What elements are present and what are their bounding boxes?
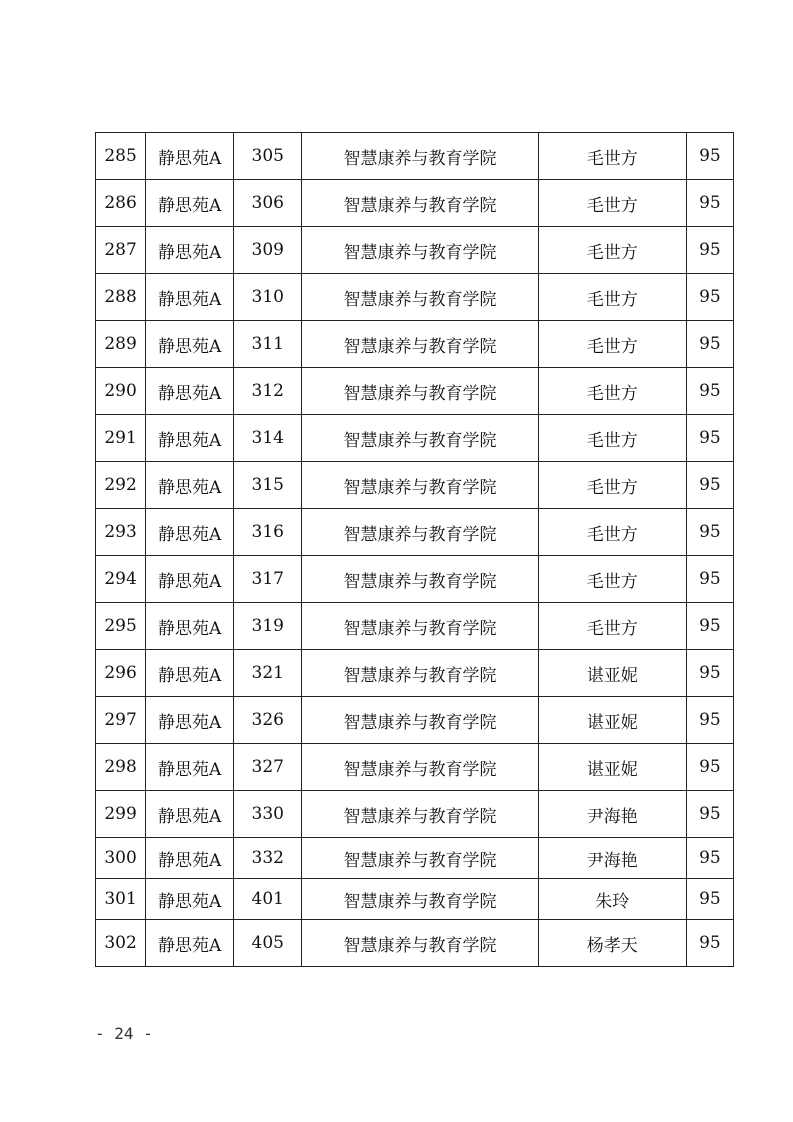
score-cell: 95 bbox=[686, 133, 733, 180]
row-number-cell: 297 bbox=[96, 697, 146, 744]
table-row bbox=[96, 509, 734, 556]
room-cell: 321 bbox=[234, 650, 302, 697]
score-cell: 95 bbox=[686, 321, 733, 368]
college-cell: 智慧康养与教育学院 bbox=[302, 462, 538, 509]
building-cell: 静思苑A bbox=[146, 133, 234, 180]
room-cell: 405 bbox=[234, 920, 302, 967]
dormitory-table bbox=[95, 132, 734, 967]
page-number: - 24 - bbox=[95, 1024, 153, 1043]
building-cell: 静思苑A bbox=[146, 274, 234, 321]
name-cell: 谌亚妮 bbox=[538, 744, 686, 791]
room-cell: 332 bbox=[234, 838, 302, 879]
score-cell: 95 bbox=[686, 180, 733, 227]
row-number-cell: 298 bbox=[96, 744, 146, 791]
table-row bbox=[96, 650, 734, 697]
table-row bbox=[96, 697, 734, 744]
score-cell: 95 bbox=[686, 368, 733, 415]
row-number-cell: 287 bbox=[96, 227, 146, 274]
table-row bbox=[96, 920, 734, 967]
row-number-cell: 285 bbox=[96, 133, 146, 180]
college-cell: 智慧康养与教育学院 bbox=[302, 744, 538, 791]
college-cell: 智慧康养与教育学院 bbox=[302, 180, 538, 227]
score-cell: 95 bbox=[686, 227, 733, 274]
table-row bbox=[96, 321, 734, 368]
score-cell: 95 bbox=[686, 415, 733, 462]
row-number-cell: 289 bbox=[96, 321, 146, 368]
college-cell: 智慧康养与教育学院 bbox=[302, 920, 538, 967]
college-cell: 智慧康养与教育学院 bbox=[302, 321, 538, 368]
building-cell: 静思苑A bbox=[146, 509, 234, 556]
row-number-cell: 290 bbox=[96, 368, 146, 415]
table-row bbox=[96, 274, 734, 321]
row-number-cell: 292 bbox=[96, 462, 146, 509]
score-cell: 95 bbox=[686, 838, 733, 879]
name-cell: 毛世方 bbox=[538, 274, 686, 321]
building-cell: 静思苑A bbox=[146, 462, 234, 509]
name-cell: 毛世方 bbox=[538, 368, 686, 415]
name-cell: 毛世方 bbox=[538, 415, 686, 462]
table-row bbox=[96, 180, 734, 227]
room-cell: 311 bbox=[234, 321, 302, 368]
room-cell: 310 bbox=[234, 274, 302, 321]
row-number-cell: 291 bbox=[96, 415, 146, 462]
name-cell: 毛世方 bbox=[538, 227, 686, 274]
college-cell: 智慧康养与教育学院 bbox=[302, 697, 538, 744]
room-cell: 305 bbox=[234, 133, 302, 180]
table-row bbox=[96, 603, 734, 650]
name-cell: 朱玲 bbox=[538, 879, 686, 920]
name-cell: 毛世方 bbox=[538, 556, 686, 603]
name-cell: 毛世方 bbox=[538, 509, 686, 556]
score-cell: 95 bbox=[686, 791, 733, 838]
name-cell: 毛世方 bbox=[538, 603, 686, 650]
building-cell: 静思苑A bbox=[146, 603, 234, 650]
building-cell: 静思苑A bbox=[146, 556, 234, 603]
table-row bbox=[96, 838, 734, 879]
room-cell: 317 bbox=[234, 556, 302, 603]
building-cell: 静思苑A bbox=[146, 180, 234, 227]
table-row bbox=[96, 368, 734, 415]
college-cell: 智慧康养与教育学院 bbox=[302, 838, 538, 879]
college-cell: 智慧康养与教育学院 bbox=[302, 509, 538, 556]
room-cell: 401 bbox=[234, 879, 302, 920]
college-cell: 智慧康养与教育学院 bbox=[302, 368, 538, 415]
row-number-cell: 286 bbox=[96, 180, 146, 227]
college-cell: 智慧康养与教育学院 bbox=[302, 879, 538, 920]
table-row bbox=[96, 133, 734, 180]
table-row bbox=[96, 791, 734, 838]
building-cell: 静思苑A bbox=[146, 791, 234, 838]
row-number-cell: 299 bbox=[96, 791, 146, 838]
score-cell: 95 bbox=[686, 650, 733, 697]
college-cell: 智慧康养与教育学院 bbox=[302, 133, 538, 180]
room-cell: 306 bbox=[234, 180, 302, 227]
room-cell: 309 bbox=[234, 227, 302, 274]
room-cell: 319 bbox=[234, 603, 302, 650]
name-cell: 谌亚妮 bbox=[538, 697, 686, 744]
room-cell: 327 bbox=[234, 744, 302, 791]
building-cell: 静思苑A bbox=[146, 744, 234, 791]
row-number-cell: 288 bbox=[96, 274, 146, 321]
college-cell: 智慧康养与教育学院 bbox=[302, 415, 538, 462]
score-cell: 95 bbox=[686, 920, 733, 967]
table-row bbox=[96, 462, 734, 509]
row-number-cell: 293 bbox=[96, 509, 146, 556]
college-cell: 智慧康养与教育学院 bbox=[302, 227, 538, 274]
table-row bbox=[96, 744, 734, 791]
college-cell: 智慧康养与教育学院 bbox=[302, 791, 538, 838]
name-cell: 毛世方 bbox=[538, 321, 686, 368]
score-cell: 95 bbox=[686, 556, 733, 603]
table-row bbox=[96, 556, 734, 603]
room-cell: 315 bbox=[234, 462, 302, 509]
building-cell: 静思苑A bbox=[146, 415, 234, 462]
building-cell: 静思苑A bbox=[146, 697, 234, 744]
row-number-cell: 301 bbox=[96, 879, 146, 920]
room-cell: 316 bbox=[234, 509, 302, 556]
building-cell: 静思苑A bbox=[146, 368, 234, 415]
row-number-cell: 294 bbox=[96, 556, 146, 603]
score-cell: 95 bbox=[686, 879, 733, 920]
name-cell: 尹海艳 bbox=[538, 791, 686, 838]
score-cell: 95 bbox=[686, 509, 733, 556]
score-cell: 95 bbox=[686, 603, 733, 650]
row-number-cell: 300 bbox=[96, 838, 146, 879]
building-cell: 静思苑A bbox=[146, 321, 234, 368]
name-cell: 杨孝天 bbox=[538, 920, 686, 967]
score-cell: 95 bbox=[686, 697, 733, 744]
room-cell: 314 bbox=[234, 415, 302, 462]
row-number-cell: 302 bbox=[96, 920, 146, 967]
score-cell: 95 bbox=[686, 274, 733, 321]
name-cell: 尹海艳 bbox=[538, 838, 686, 879]
college-cell: 智慧康养与教育学院 bbox=[302, 274, 538, 321]
row-number-cell: 296 bbox=[96, 650, 146, 697]
table-body bbox=[96, 133, 734, 967]
name-cell: 谌亚妮 bbox=[538, 650, 686, 697]
building-cell: 静思苑A bbox=[146, 838, 234, 879]
row-number-cell: 295 bbox=[96, 603, 146, 650]
score-cell: 95 bbox=[686, 462, 733, 509]
building-cell: 静思苑A bbox=[146, 879, 234, 920]
college-cell: 智慧康养与教育学院 bbox=[302, 556, 538, 603]
name-cell: 毛世方 bbox=[538, 462, 686, 509]
building-cell: 静思苑A bbox=[146, 650, 234, 697]
college-cell: 智慧康养与教育学院 bbox=[302, 650, 538, 697]
room-cell: 326 bbox=[234, 697, 302, 744]
building-cell: 静思苑A bbox=[146, 920, 234, 967]
table-row bbox=[96, 415, 734, 462]
score-cell: 95 bbox=[686, 744, 733, 791]
name-cell: 毛世方 bbox=[538, 180, 686, 227]
college-cell: 智慧康养与教育学院 bbox=[302, 603, 538, 650]
room-cell: 330 bbox=[234, 791, 302, 838]
building-cell: 静思苑A bbox=[146, 227, 234, 274]
table-row bbox=[96, 879, 734, 920]
table-row bbox=[96, 227, 734, 274]
room-cell: 312 bbox=[234, 368, 302, 415]
name-cell: 毛世方 bbox=[538, 133, 686, 180]
